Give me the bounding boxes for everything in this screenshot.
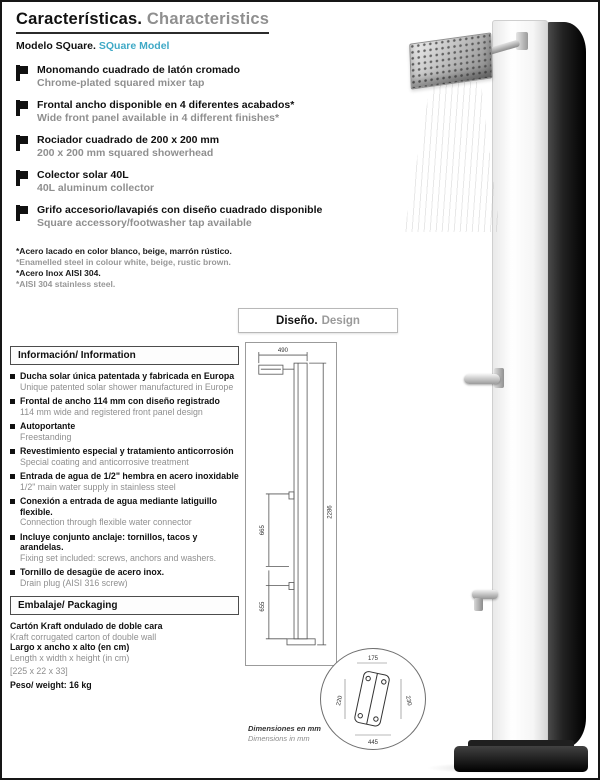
info-es: Entrada de agua de 1/2" hembra en acero inoxidable [20,471,239,481]
characteristic-es: Monomando cuadrado de latón cromado [37,64,241,76]
packaging-size-es: Largo x ancho x alto (en cm) [10,642,130,652]
footwasher-spout [474,598,483,611]
info-item [10,371,239,392]
flag-icon [16,135,29,151]
info-es: Incluye conjunto anclaje: tornillos, tacos y arandelas. [20,531,198,552]
page-title [16,10,269,34]
drawing-note-es: Dimensiones en mm [248,724,321,733]
packaging-weight: Peso/ weight: 16 kg [10,680,92,690]
model-name-en: SQuare Model [98,40,170,52]
characteristic-text [37,99,294,125]
packaging-section [10,596,239,691]
water-spray [404,82,500,232]
characteristic-en: Chrome-plated squared mixer tap [37,77,205,89]
info-en: Fixing set included: screws, anchors and washers. [20,552,217,563]
square-bullet-icon [10,449,15,454]
info-item [10,567,239,588]
square-bullet-icon [10,499,15,504]
dim-height-label: 2286 [327,505,334,519]
technical-drawing-frame [245,342,337,666]
footnote-line: *AISI 304 stainless steel. [16,279,116,289]
showerhead [409,32,493,89]
footnote-line: *Enamelled steel in colour white, beige, rustic brown. [16,257,231,267]
drawing-note-en: Dimensions in mm [248,733,310,743]
shower-column-back [544,22,586,748]
design-label-en: Design [321,314,360,327]
characteristic-en: Wide front panel available in 4 different finishes* [37,112,280,124]
square-bullet-icon [10,570,15,575]
base-plate [454,746,588,772]
info-en: Special coating and anticorrosive treatment [20,456,189,467]
info-es: Revestimiento especial y tratamiento anticorrosión [20,446,234,456]
info-en: 114 mm wide and registered front panel design [20,406,203,417]
section-top-label: 175 [367,656,379,662]
square-bullet-icon [10,374,15,379]
characteristic-item [16,64,391,90]
dim-width-label: 490 [277,348,288,355]
model-name-es: Modelo SQuare. [16,40,96,52]
model-line [16,40,269,52]
information-section [10,346,239,691]
info-es: Tornillo de desagüe de acero inox. [20,567,165,577]
dim-left-lower-label: 655 [259,601,266,612]
design-label-es: Diseño. [276,314,318,327]
characteristic-en: Square accessory/footwasher tap available [37,217,252,229]
flag-icon [16,100,29,116]
characteristic-item [16,204,391,230]
footnotes [16,246,232,290]
characteristic-es: Grifo accesorio/lavapiés con diseño cuadrado disponible [37,204,323,216]
characteristic-en: 40L aluminum collector [37,182,155,194]
info-item [10,421,239,442]
characteristic-text [37,134,219,160]
flag-icon [16,65,29,81]
info-item [10,446,239,467]
flag-icon [16,205,29,221]
info-en: Connection through flexible water connector [20,517,192,527]
packaging-carton-es: Cartón Kraft ondulado de doble cara [10,621,163,631]
characteristic-text [37,169,154,195]
section-right-label: 230 [404,695,412,707]
footnote-line: *Acero Inox AISI 304. [16,268,101,278]
square-bullet-icon [10,535,15,540]
characteristic-item [16,99,391,125]
square-bullet-icon [10,399,15,404]
packaging-size-en: Length x width x height (in cm) [10,652,130,663]
info-es: Conexión a entrada de agua mediante latiguillo flexible. [20,496,217,517]
info-es: Ducha solar única patentada y fabricada en Europa [20,371,235,381]
design-label-box [238,308,398,333]
product-photo [398,8,596,776]
section-left-label: 220 [336,695,344,707]
information-header: Información/ Information [10,346,239,365]
section-bottom-label: 445 [367,740,379,746]
characteristics-list [16,64,391,239]
info-item [10,532,239,564]
info-en: Drain plug (AISI 316 screw) [20,577,128,588]
characteristic-item [16,134,391,160]
flag-icon [16,170,29,186]
characteristic-en: 200 x 200 mm squared showerhead [37,147,214,159]
characteristic-item [16,169,391,195]
info-es: Autoportante [20,421,76,431]
drawing-notes [248,724,321,743]
info-en: Freestanding [20,431,72,442]
dim-left-upper-label: 665 [259,525,266,536]
info-en: Unique patented solar shower manufactured in Europe [20,381,234,392]
info-item [10,396,239,417]
info-es: Frontal de ancho 114 mm con diseño registrado [20,396,220,406]
title-es: Características. [16,10,143,28]
characteristic-es: Rociador cuadrado de 200 x 200 mm [37,134,220,146]
characteristic-es: Frontal ancho disponible en 4 diferentes acabados* [37,99,295,111]
characteristic-text [37,64,240,90]
characteristic-es: Colector solar 40L [37,169,129,181]
characteristic-text [37,204,322,230]
info-item [10,471,239,492]
title-en: Characteristics [146,10,270,28]
info-item [10,496,239,528]
technical-drawing [246,343,336,665]
square-bullet-icon [10,474,15,479]
mixer-handle [464,374,500,384]
footnote-line: *Acero lacado en color blanco, beige, marrón rústico. [16,246,232,256]
header [16,10,269,52]
info-en: 1/2" main water supply in stainless steel [20,481,176,492]
packaging-header: Embalaje/ Packaging [10,596,239,615]
packaging-carton-en: Kraft corrugated carton of double wall [10,631,157,642]
square-bullet-icon [10,424,15,429]
packaging-dimensions-value: [225 x 22 x 33] [10,666,68,676]
